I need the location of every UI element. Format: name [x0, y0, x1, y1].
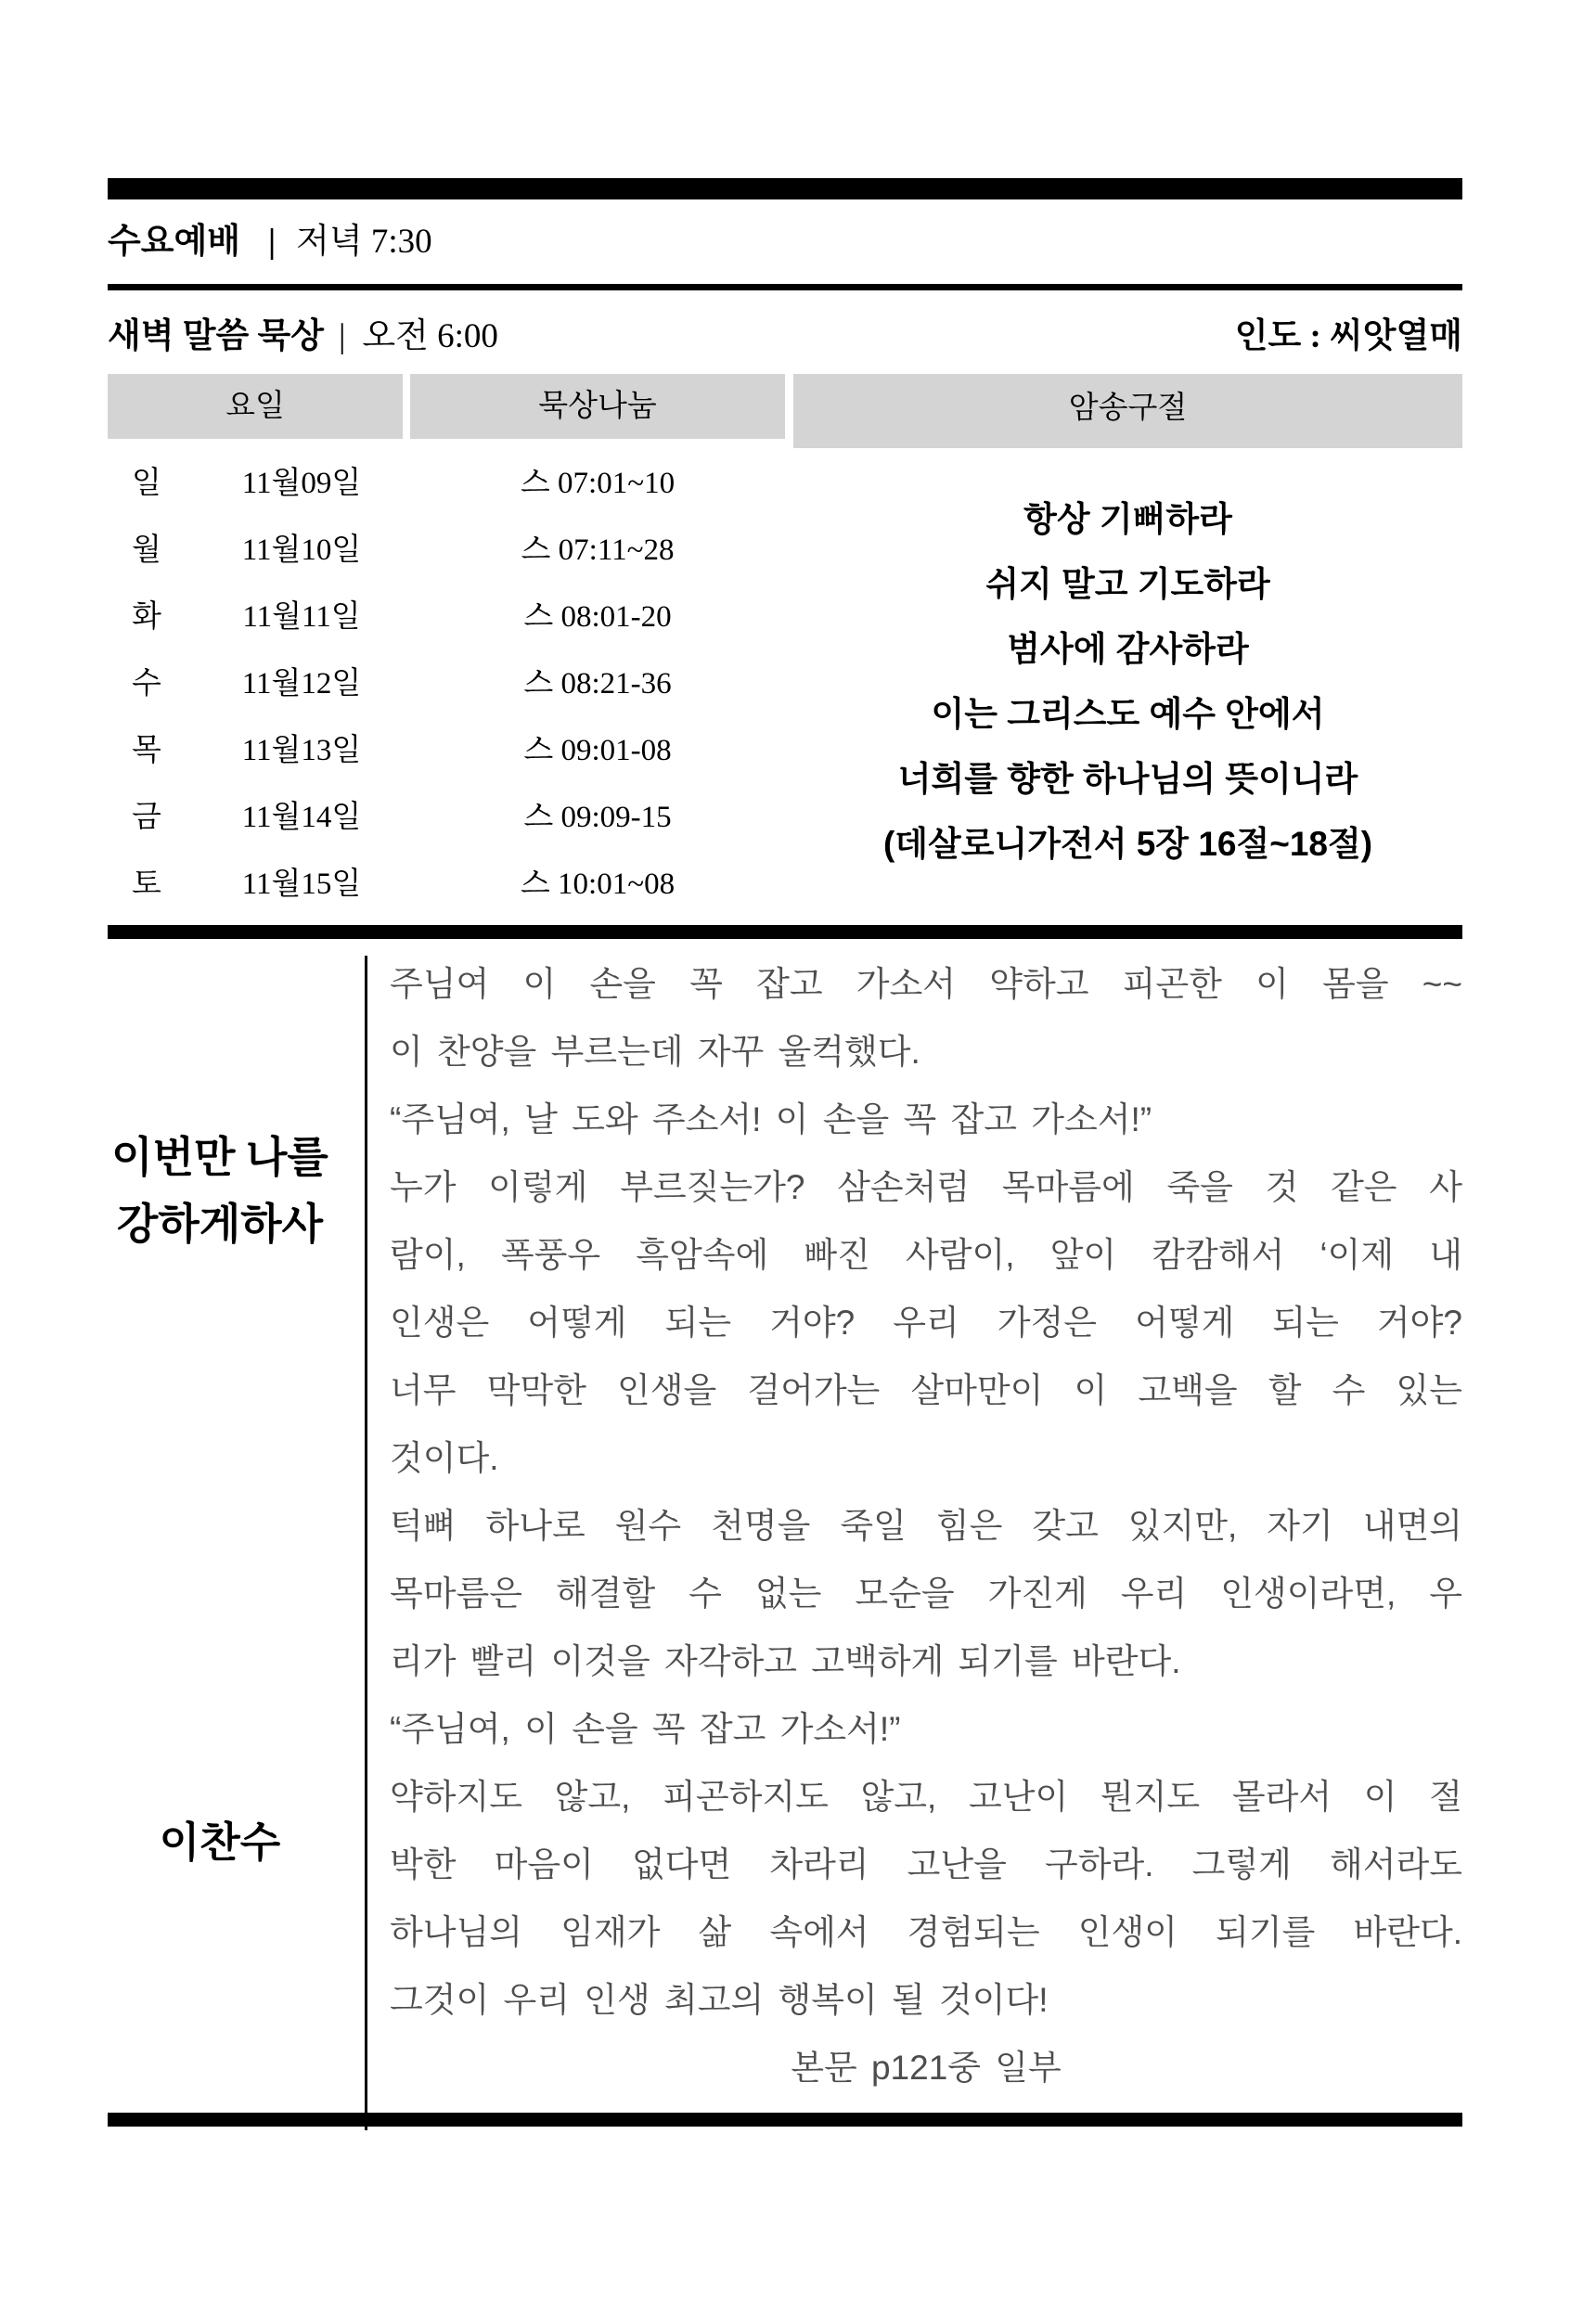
date-cell: 11월13일 [241, 734, 362, 767]
reading-cell: 스 09:01-08 [523, 734, 672, 767]
memory-verse-line: 쉬지 말고 기도하라 [985, 565, 1270, 603]
date-cell: 11월10일 [241, 533, 362, 567]
date-cell: 11월14일 [241, 801, 362, 834]
table-header-meditation: 묵상나눔 [410, 374, 785, 439]
dawn-meditation-title: 새벽 말씀 묵상 [108, 317, 324, 355]
wednesday-service-time: 저녁 7:30 [296, 223, 432, 261]
body-line: 박한 마음이 없다면 차라리 고난을 구하라. 그렇게 해서라도 [390, 1845, 1462, 1883]
wednesday-service-title: 수요예배 [108, 223, 240, 261]
memory-verse-line: (데살로니가전서 5장 16절~18절) [882, 825, 1373, 863]
sermon-title-line2: 강하게하사 [116, 1201, 324, 1248]
reading-cell: 스 09:09-15 [523, 801, 672, 834]
body-line: 그것이 우리 인생 최고의 행복이 될 것이다! [390, 1981, 1049, 2019]
dawn-meditation-line [108, 310, 1462, 364]
day-cell: 화 [132, 600, 161, 634]
memory-verse-line: 범사에 감사하라 [1007, 630, 1249, 668]
reading-cell: 스 08:21-36 [523, 667, 672, 701]
body-line: 하나님의 임재가 삶 속에서 경험되는 인생이 되기를 바란다. [390, 1913, 1462, 1951]
day-cell: 금 [132, 801, 161, 834]
body-line: 리가 빨리 이것을 자각하고 고백하게 되기를 바란다. [390, 1642, 1181, 1680]
reading-cell: 스 07:01~10 [520, 467, 676, 500]
body-line: “주님여, 이 손을 꼭 잡고 가소서!” [390, 1710, 901, 1748]
sermon-body [390, 950, 1462, 2102]
top-black-bar [108, 178, 1462, 199]
table-header-day: 요일 [108, 374, 403, 439]
day-cell: 수 [132, 667, 161, 701]
reading-cell: 스 10:01~08 [520, 868, 676, 901]
body-line: 람이, 폭풍우 흑암속에 빠진 사람이, 앞이 캄캄해서 ‘이제 내 [390, 1236, 1462, 1274]
dawn-meditation-time: 오전 6:00 [362, 317, 498, 355]
memory-verse-line: 항상 기뻐하라 [1023, 500, 1232, 538]
body-line: 턱뼈 하나로 원수 천명을 죽일 힘은 갖고 있지만, 자기 내면의 [390, 1507, 1462, 1545]
wednesday-service-separator: | [267, 223, 277, 261]
reading-cell: 스 07:11~28 [521, 533, 675, 567]
body-line: 것이다. [390, 1439, 499, 1477]
dawn-meditation-separator: | [338, 317, 346, 355]
body-line: 누가 이렇게 부르짖는가? 삼손처럼 목마름에 죽을 것 같은 사 [390, 1168, 1462, 1206]
date-cell: 11월09일 [241, 467, 362, 500]
source-note: 본문 p121중 일부 [791, 2049, 1062, 2087]
date-cell: 11월11일 [242, 600, 361, 634]
date-cell: 11월12일 [241, 667, 362, 701]
bottom-black-bar [108, 2113, 1462, 2127]
body-line: 너무 막막한 인생을 걸어가는 살마만이 이 고백을 할 수 있는 [390, 1371, 1462, 1409]
day-cell: 일 [132, 467, 161, 500]
body-line: 목마름은 해결할 수 없는 모순을 가진게 우리 인생이라면, 우 [390, 1575, 1462, 1613]
wednesday-service-line [108, 216, 1462, 268]
memory-verse-line: 이는 그리스도 예수 안에서 [931, 695, 1325, 733]
body-line: 주님여 이 손을 꼭 잡고 가소서 약하고 피곤한 이 몸을 ~~ [390, 965, 1462, 1003]
body-line: “주님여, 날 도와 주소서! 이 손을 꼭 잡고 가소서!” [390, 1100, 1152, 1138]
memory-verse [793, 487, 1462, 877]
body-line: 인생은 어떻게 되는 거야? 우리 가정은 어떻게 되는 거야? [390, 1304, 1462, 1342]
dawn-meditation-leader: 인도 : 씨앗열매 [1234, 317, 1462, 355]
sermon-author: 이찬수 [159, 1819, 281, 1866]
sermon-title [81, 1125, 359, 1258]
table-header-verse: 암송구절 [793, 374, 1462, 448]
memory-verse-line: 너희를 향한 하나님의 뜻이니라 [897, 760, 1358, 798]
column-separator-line [365, 956, 367, 2130]
thick-divider-bar [108, 925, 1462, 939]
section-divider-line [108, 284, 1462, 290]
day-cell: 토 [132, 868, 161, 901]
body-line: 약하지도 않고, 피곤하지도 않고, 고난이 뭔지도 몰라서 이 절 [390, 1778, 1462, 1816]
day-cell: 목 [132, 734, 161, 767]
body-line: 이 찬양을 부르는데 자꾸 울컥했다. [390, 1033, 920, 1071]
date-cell: 11월15일 [241, 868, 362, 901]
day-cell: 월 [132, 533, 161, 567]
sermon-title-line1: 이번만 나를 [111, 1134, 328, 1181]
reading-cell: 스 08:01-20 [523, 600, 672, 634]
